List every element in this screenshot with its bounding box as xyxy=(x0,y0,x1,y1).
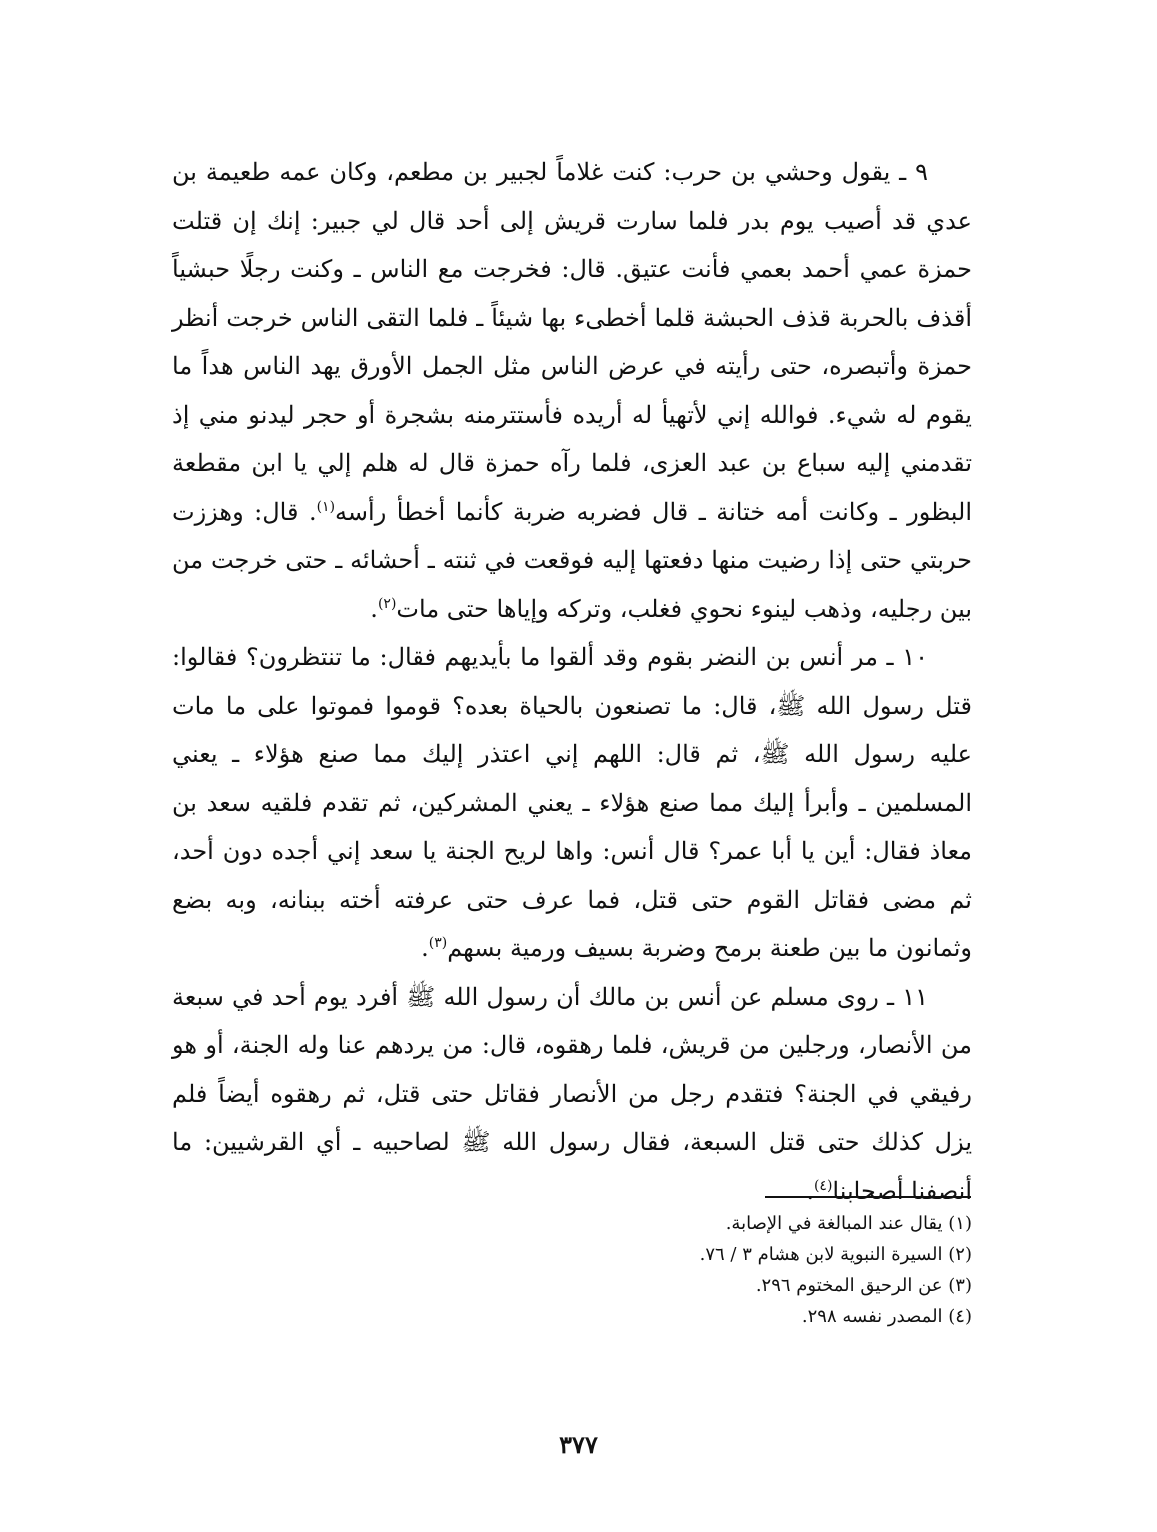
footnote-item: (٣) عن الرحيق المختوم ٢٩٦. xyxy=(755,1275,972,1296)
footnote-ref: (٤) xyxy=(813,1177,833,1194)
page-number: ٣٧٧ xyxy=(559,1430,598,1459)
paragraph-text: . xyxy=(421,934,429,962)
paragraph xyxy=(172,633,972,973)
footnote-ref: (٣) xyxy=(428,935,448,951)
paragraph xyxy=(172,148,972,633)
footnote-divider xyxy=(765,1196,971,1198)
paragraph-text: ٩ ـ يقول وحشي بن حرب: كنت غلاماً لجبير بن مطعم، وكان عمه طعيمة بن عدي قد أصيب يوم بدر فلما سارت قريش إلى أحد قال لي جبير: إنك إن قتلت حمزة عمي أحمد بعمي فأنت عتيق. قال: فخرجت مع الناس ـ وكنت رجلًا حبشياً أقذف بالحربة قذف الحبشة قلما أخطىء بها شيئاً ـ فلما التقى الناس خرجت أنظر حمزة وأتبصره، حتى رأيته في عرض الناس مثل الجمل الأورق يهد الناس هداً ما يقوم له شيء. فوالله إني لأتهيأ له أريده فأستترمنه بشجرة أو حجر ليدنو مني إذ تقدمني إليه سباع بن عبد العزى، فلما رآه حمزة قال له هلم إلي يا ابن مقطعة البظور ـ وكانت أمه ختانة ـ قال فضربه ضربة كأنما أخطأ رأسه xyxy=(172,158,972,526)
footnote-item: (٢) السيرة النبوية لابن هشام ٣ / ٧٦. xyxy=(699,1244,972,1265)
main-text xyxy=(172,148,972,1215)
footnote-item: (١) يقال عند المبالغة في الإصابة. xyxy=(725,1213,972,1234)
footnote-ref: (١) xyxy=(316,498,336,515)
footnotes-list xyxy=(560,1208,972,1332)
paragraph-text: . xyxy=(806,1176,814,1205)
paragraph-text: ١٠ ـ مر أنس بن النضر بقوم وقد ألقوا ما بأيديهم فقال: ما تنتظرون؟ فقالوا: قتل رسول الله ﷺ، قال: ما تصنعون بالحياة بعده؟ قوموا فموتوا على ما مات عليه رسول الله ﷺ، ثم قال: اللهم إني اعتذر إليك مما صنع هؤلاء ـ يعني المسلمين ـ وأبرأ إليك مما صنع هؤلاء ـ يعني المشركين، ثم تقدم فلقيه سعد بن معاذ فقال: أين يا أبا عمر؟ قال أنس: واها لريح الجنة يا سعد إني أجده دون أحد، ثم مضى فقاتل القوم حتى قتل، فما عرف حتى عرفته أخته ببنانه، وبه بضع وثمانون ما بين طعنة برمح وضربة بسيف ورمية بسهم xyxy=(172,643,972,962)
paragraph-text: ١١ ـ روى مسلم عن أنس بن مالك أن رسول الله ﷺ أفرد يوم أحد في سبعة من الأنصار، ورجلين من قريش، فلما رهقوه، قال: من يردهم عنا وله الجنة، أو هو رفيقي في الجنة؟ فتقدم رجل من الأنصار فقاتل حتى قتل، ثم رهقوه أيضاً فلم يزل كذلك حتى قتل السبعة، فقال رسول الله ﷺ لصاحبيه ـ أي القرشيين: ما أنصفنا أصحابنا xyxy=(172,982,972,1205)
footnote-ref: (٢) xyxy=(377,595,397,612)
footnote-item: (٤) المصدر نفسه ٢٩٨. xyxy=(801,1306,972,1327)
paragraph-text: . قال: وهززت حربتي حتى إذا رضيت منها دفعتها إليه فوقعت في ثنته ـ أحشائه ـ حتى خرجت من بين رجليه، وذهب لينوء نحوي فغلب، وتركه وإياها حتى مات xyxy=(172,497,972,623)
paragraph-text: . xyxy=(370,594,378,623)
paragraph xyxy=(172,973,972,1216)
